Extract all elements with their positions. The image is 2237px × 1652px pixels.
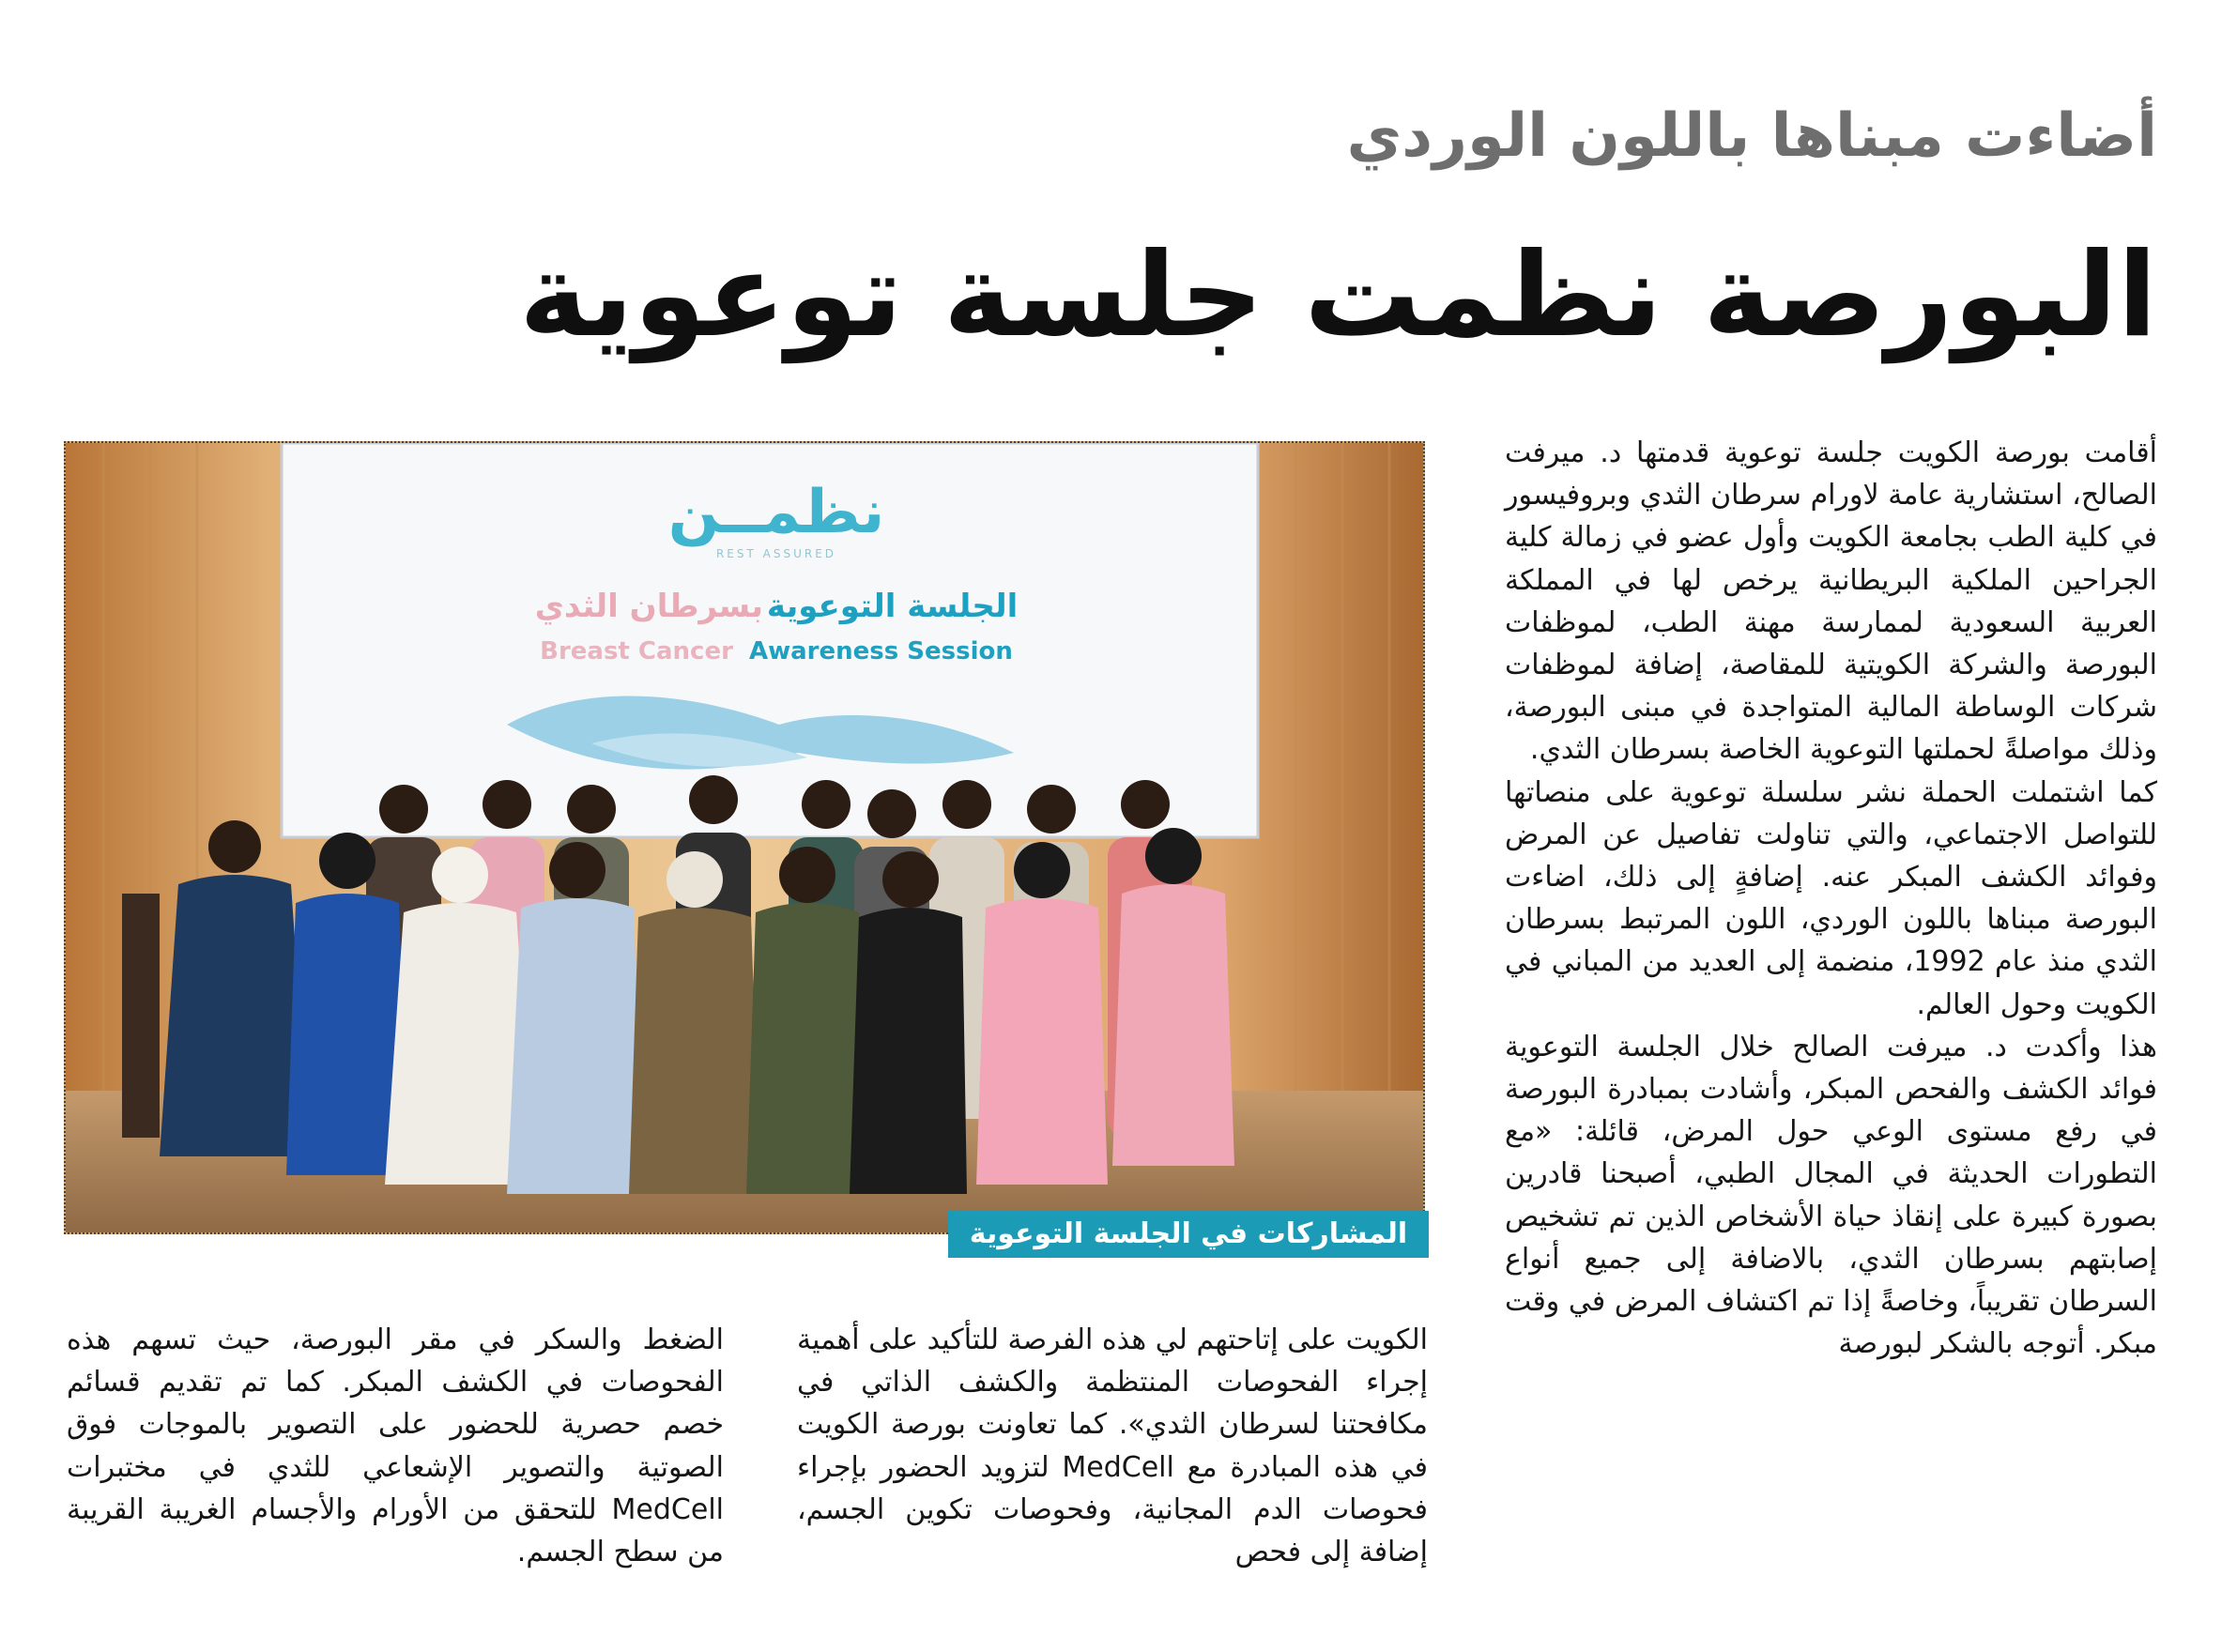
- paragraph-4: الكويت على إتاحتهم لي هذه الفرصة للتأكيد على أهمية إجراء الفحوصات المنتظمة والكشف الذاتي في مكافحتنا لسرطان الثدي». كما تعاونت بورصة الكويت في هذه المبادرة مع MedCell لتزويد الحضور بإجراء فحوصات الدم المجانية، وفحوصات تكوين الجسم، إضافة إلى فحص: [797, 1323, 1429, 1569]
- paragraph-3: هذا وأكدت د. ميرفت الصالح خلال الجلسة التوعوية فوائد الكشف والفحص المبكر، وأشادت بمبادرة البورصة في رفع مستوى الوعي حول المرض، قائلة: «مع التطورات الحديثة في المجال الطبي، أصبحنا قادرين بصورة كبيرة على إنقاذ حياة الأشخاص الذين تم تشخيص إصابتهم بسرطان الثدي، بالاضافة إلى جميع أنواع السرطان تقريباً، وخاصةً إذا تم اكتشاف المرض في وقت مبكر. أتوجه بالشكر لبورصة: [1505, 1030, 2157, 1361]
- screen-logo: نظمــن: [667, 478, 885, 547]
- paragraph-2: كما اشتملت الحملة نشر سلسلة توعوية على منصاتها للتواصل الاجتماعي، والتي تناولت تفاصيل عن المرض وفوائد الكشف المبكر عنه. إضافةٍ إلى ذلك، اضاءت البورصة مبناها باللون الوردي، اللون المرتبط بسرطان الثدي منذ عام 1992، منضمة إلى العديد من المباني في الكويت وحول العالم.: [1505, 775, 2157, 1021]
- photo-caption: المشاركات في الجلسة التوعوية بالبورصة: [948, 1211, 1429, 1258]
- article-column-3: [67, 1319, 724, 1573]
- article-column-2: [797, 1319, 1428, 1573]
- screen-title-arabic: الجلسة التوعوية بسرطان الثدي: [534, 588, 1019, 625]
- event-photo: [64, 441, 1425, 1234]
- paragraph-5: الضغط والسكر في مقر البورصة، حيث تسهم هذه الفحوصات في الكشف المبكر. كما تم تقديم قسائم خصم حصرية للحضور على التصوير بالموجات فوق الصوتية والتصوير الإشعاعي للثدي في مختبرات MedCell للتحقق من الأورام والأجسام الغريبة القريبة من سطح الجسم.: [67, 1323, 724, 1569]
- paragraph-1: أقامت بورصة الكويت جلسة توعوية قدمتها د. ميرفت الصالح، استشارية عامة لاورام سرطان الثدي وبروفيسور في كلية الطب بجامعة الكويت وأول عضو في زمالة كلية الجراحين الملكية البريطانية يرخص لها في المملكة العربية السعودية لممارسة مهنة الطب، لموظفات البورصة والشركة الكويتية للمقاصة، إضافة لموظفات شركات الوساطة المالية المتواجدة في مبنى البورصة، وذلك مواصلةً لحملتها التوعوية الخاصة بسرطان الثدي.: [1505, 436, 2157, 767]
- screen-logo-subtitle: REST ASSURED: [715, 547, 837, 560]
- screen-title-english: Breast Cancer Awareness Session: [540, 637, 1013, 665]
- main-headline: البورصة نظمت جلسة توعوية: [519, 228, 2157, 363]
- article-column-1: [1505, 432, 2157, 1365]
- kicker-headline: أضاءت مبناها باللون الوردي: [1346, 101, 2157, 171]
